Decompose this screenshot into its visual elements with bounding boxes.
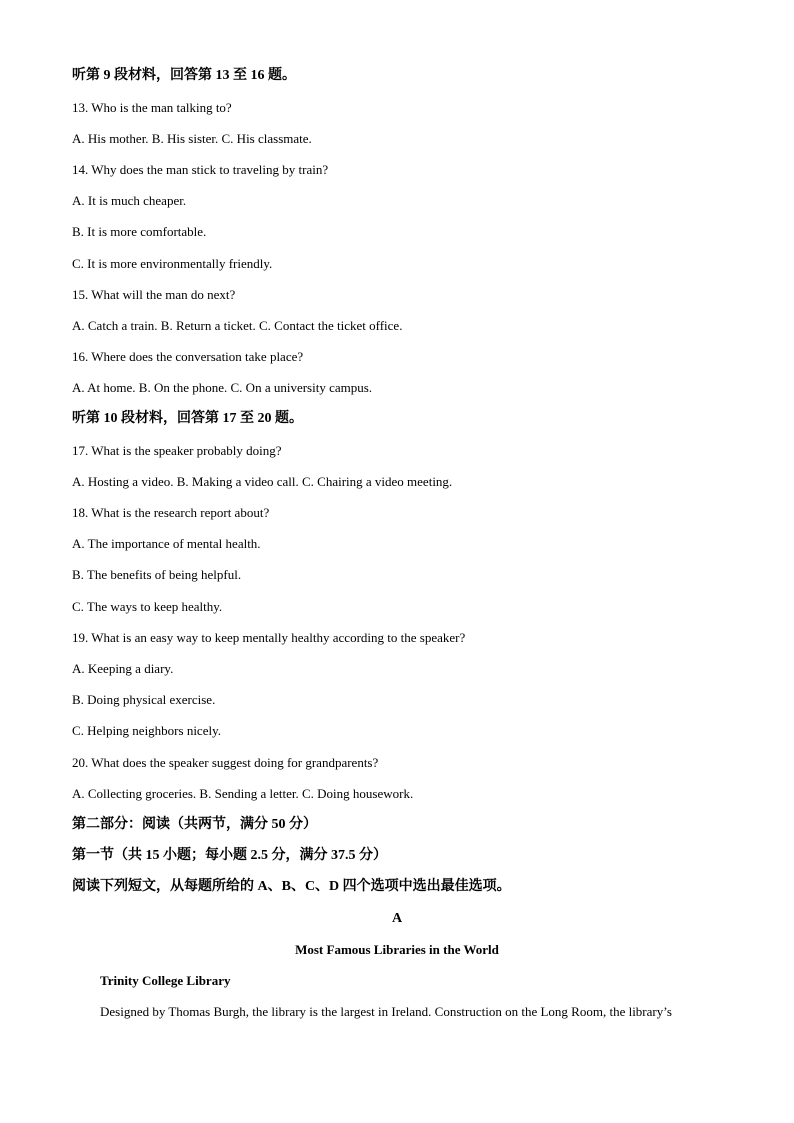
question-14: 14. Why does the man stick to traveling by train?: [72, 162, 329, 177]
question-17-options: A. Hosting a video. B. Making a video call. C. Chairing a video meeting.: [72, 474, 453, 489]
part-2-heading: 第二部分：阅读（共两节，满分 50 分）: [72, 817, 317, 832]
question-16: 16. Where does the conversation take place?: [72, 349, 304, 364]
question-18-option-c: C. The ways to keep healthy.: [72, 599, 223, 614]
section-9-heading: 听第 9 段材料，回答第 13 至 16 题。: [72, 68, 296, 83]
question-17: 17. What is the speaker probably doing?: [72, 443, 282, 458]
question-18: 18. What is the research report about?: [72, 505, 270, 520]
question-13: 13. Who is the man talking to?: [72, 100, 232, 115]
question-15: 15. What will the man do next?: [72, 287, 236, 302]
question-19-option-b: B. Doing physical exercise.: [72, 692, 216, 707]
library-1-text: Designed by Thomas Burgh, the library is the largest in Ireland. Construction on the Long Room, the library’s: [100, 1004, 672, 1019]
question-14-option-c: C. It is more environmentally friendly.: [72, 256, 273, 271]
question-15-options: A. Catch a train. B. Return a ticket. C. Contact the ticket office.: [72, 318, 403, 333]
reading-instruction: 阅读下列短文，从每题所给的 A、B、C、D 四个选项中选出最佳选项。: [72, 879, 511, 894]
question-19: 19. What is an easy way to keep mentally healthy according to the speaker?: [72, 630, 466, 645]
question-18-option-a: A. The importance of mental health.: [72, 536, 261, 551]
section-10-heading: 听第 10 段材料，回答第 17 至 20 题。: [72, 411, 303, 426]
question-19-option-a: A. Keeping a diary.: [72, 661, 174, 676]
library-1-title: Trinity College Library: [100, 973, 231, 988]
question-16-options: A. At home. B. On the phone. C. On a university campus.: [72, 380, 373, 395]
question-14-option-b: B. It is more comfortable.: [72, 224, 207, 239]
question-13-options: A. His mother. B. His sister. C. His classmate.: [72, 131, 312, 146]
part-2-section-1-heading: 第一节（共 15 小题；每小题 2.5 分，满分 37.5 分）: [72, 848, 387, 863]
question-18-option-b: B. The benefits of being helpful.: [72, 567, 242, 582]
passage-label: A: [391, 911, 403, 926]
question-20-options: A. Collecting groceries. B. Sending a letter. C. Doing housework.: [72, 786, 414, 801]
question-20: 20. What does the speaker suggest doing for grandparents?: [72, 755, 379, 770]
question-14-option-a: A. It is much cheaper.: [72, 193, 187, 208]
question-19-option-c: C. Helping neighbors nicely.: [72, 723, 221, 738]
passage-title: Most Famous Libraries in the World: [295, 942, 499, 957]
